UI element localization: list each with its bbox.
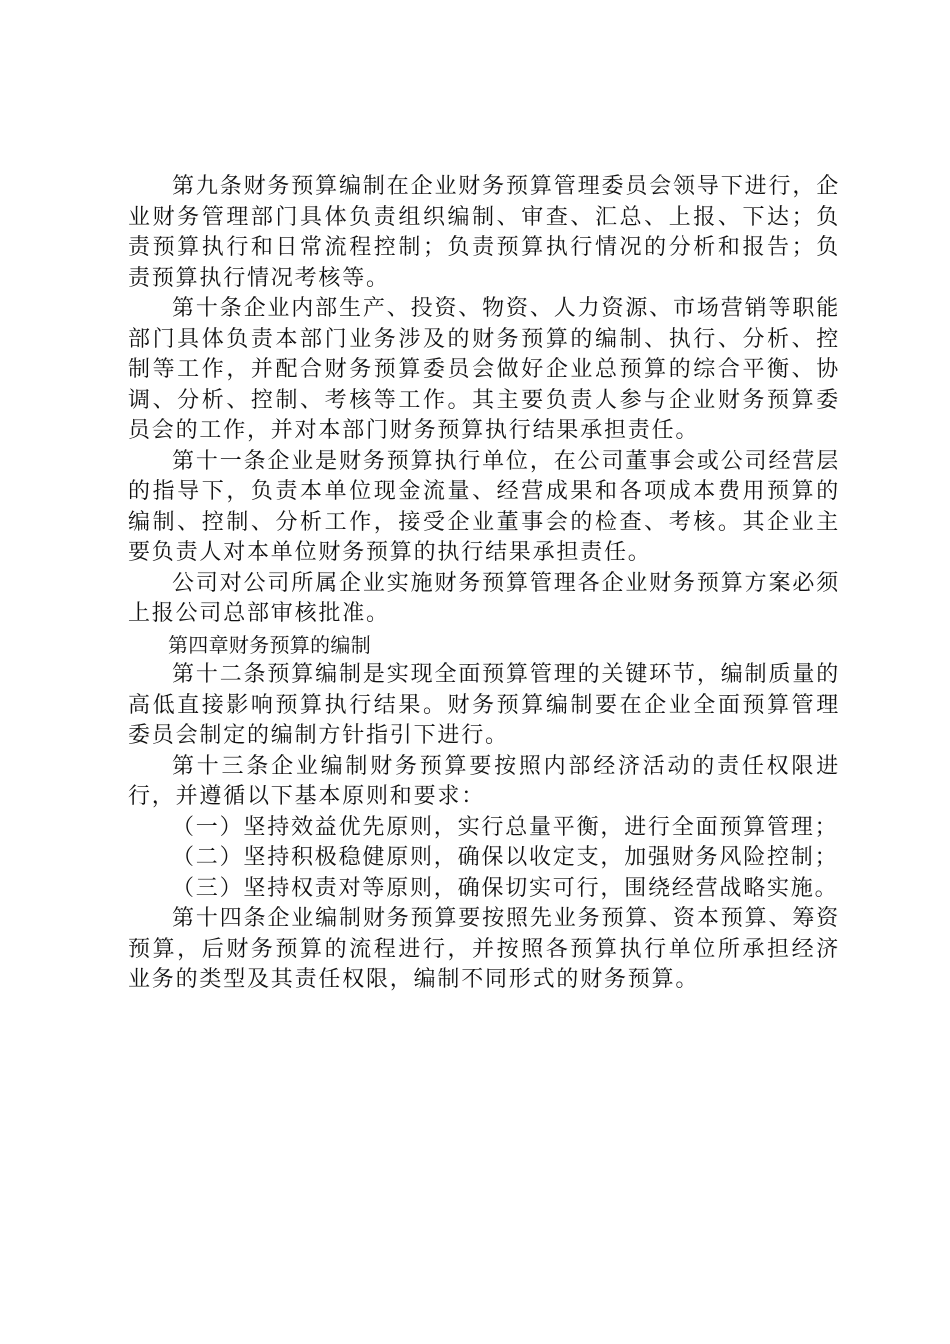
principle-3-paragraph: （三）坚持权责对等原则，确保切实可行，围绕经营战略实施。 (172, 875, 839, 901)
article-12-paragraph: 第十二条预算编制是实现全面预算管理的关键环节，编制质量的高低直接影响预算执行结果。财务预算编制要在企业全面预算管理委员会制定的编制方针指引下进行。 (128, 662, 840, 748)
article-14-paragraph: 第十四条企业编制财务预算要按照先业务预算、资本预算、筹资预算，后财务预算的流程进行，并按照各预算执行单位所承担经济业务的类型及其责任权限，编制不同形式的财务预算。 (128, 906, 840, 992)
article-13-paragraph: 第十三条企业编制财务预算要按照内部经济活动的责任权限进行，并遵循以下基本原则和要求： (128, 753, 840, 809)
chapter-4-heading: 第四章财务预算的编制 (168, 632, 371, 657)
principle-2-paragraph: （二）坚持积极稳健原则，确保以收定支，加强财务风险控制； (172, 845, 839, 870)
article-9-paragraph: 第九条财务预算编制在企业财务预算管理委员会领导下进行，企业财务管理部门具体负责组织编制、审查、汇总、上报、下达；负责预算执行和日常流程控制；负责预算执行情况的分析和报告；负责预算执行情况考核等。 (128, 174, 840, 291)
article-10-paragraph: 第十条企业内部生产、投资、物资、人力资源、市场营销等职能部门具体负责本部门业务涉及的财务预算的编制、执行、分析、控制等工作，并配合财务预算委员会做好企业总预算的综合平衡、协调、分析、控制、考核等工作。其主要负责人参与企业财务预算委员会的工作，并对本部门财务预算执行结果承担责任。 (128, 296, 840, 443)
principle-1-paragraph: （一）坚持效益优先原则，实行总量平衡，进行全面预算管理； (172, 814, 839, 840)
document-page (128, 172, 840, 996)
company-approval-paragraph: 公司对公司所属企业实施财务预算管理各企业财务预算方案必须上报公司总部审核批准。 (128, 570, 840, 626)
article-11-paragraph: 第十一条企业是财务预算执行单位，在公司董事会或公司经营层的指导下，负责本单位现金流量、经营成果和各项成本费用预算的编制、控制、分析工作，接受企业董事会的检查、考核。其企业主要负责人对本单位财务预算的执行结果承担责任。 (128, 448, 840, 565)
